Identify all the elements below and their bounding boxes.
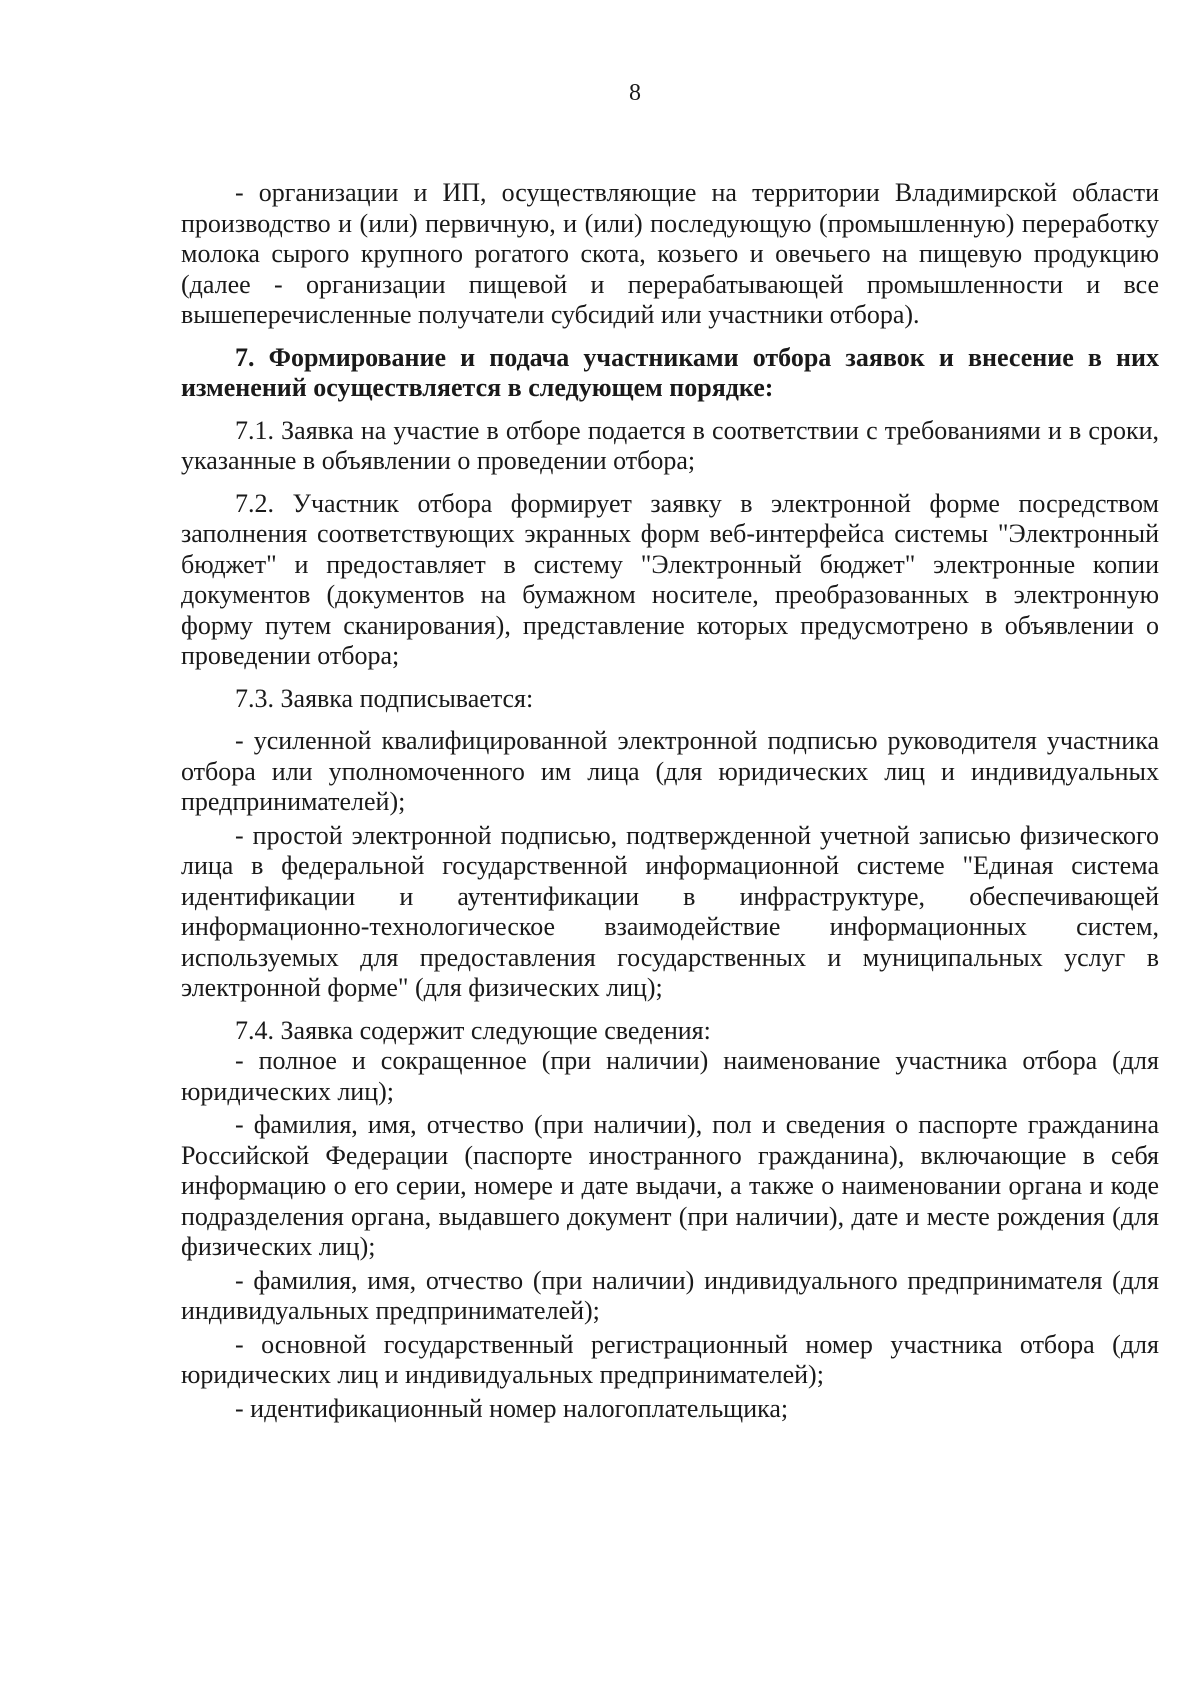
paragraph-7-4-ogrn: - основной государственный регистрационный номер участника отбора (для юридических лиц и индивидуальных предпринимателей); — [181, 1329, 1159, 1389]
page-number: 8 — [629, 80, 641, 106]
paragraph-7-1: 7.1. Заявка на участие в отборе подается в соответствии с требованиями и в сроки, указанные в объявлении о проведении отбора; — [181, 415, 1159, 475]
paragraph-7-3: 7.3. Заявка подписывается: — [235, 683, 534, 713]
paragraph-7-2: 7.2. Участник отбора формирует заявку в электронной форме посредством заполнения соответствующих экранных форм веб-интерфейса системы "Электронный бюджет" и предоставляет в систему "Электронный бюджет" электронные копии документов (документов на бумажном носителе, преобразованных в электронную форму путем сканирования), представление которых предусмотрено в объявлении о проведении отбора; — [181, 488, 1159, 670]
paragraph-7-4-full-name: - полное и сокращенное (при наличии) наименование участника отбора (для юридических лиц); — [181, 1046, 1159, 1106]
paragraph-7-4: 7.4. Заявка содержит следующие сведения: — [235, 1015, 711, 1045]
paragraph-7-3-simple-signature: - простой электронной подписью, подтвержденной учетной записью физического лица в федеральной государственной информационной системе "Единая система идентификации и аутентификации в инфраструктуре, обеспечивающей информационно-технологическое взаимодействие информационных систем, используемых для предоставления государственных и муниципальных услуг в электронной форме" (для физических лиц); — [181, 820, 1159, 1002]
paragraph-7-4-passport: - фамилия, имя, отчество (при наличии), пол и сведения о паспорте гражданина Российской Федерации (паспорте иностранного гражданина), включающие в себя информацию о его серии, номере и дате выдачи, а также о наименовании органа и коде подразделения органа, выдавшего документ (при наличии), дате и месте рождения (для физических лиц); — [181, 1110, 1159, 1261]
document-body — [181, 178, 1159, 1424]
paragraph-recipients: - организации и ИП, осуществляющие на территории Владимирской области производство и (или) первичную, и (или) последующую (промышленную) переработку молока сырого крупного рогатого скота, козьего и овечьего на пищевую продукцию (далее - организации пищевой и перерабатывающей промышленности и все вышеперечисленные получатели субсидий или участники отбора). — [181, 178, 1159, 329]
paragraph-7-4-entrepreneur: - фамилия, имя, отчество (при наличии) индивидуального предпринимателя (для индивидуальных предпринимателей); — [181, 1265, 1159, 1325]
paragraph-7-4-inn: - идентификационный номер налогоплательщика; — [235, 1393, 789, 1423]
paragraph-7-3-qualified-signature: - усиленной квалифицированной электронной подписью руководителя участника отбора или уполномоченного им лица (для юридических лиц и индивидуальных предпринимателей); — [181, 726, 1159, 816]
section-heading-7: 7. Формирование и подача участниками отбора заявок и внесение в них изменений осуществляется в следующем порядке: — [181, 342, 1159, 402]
